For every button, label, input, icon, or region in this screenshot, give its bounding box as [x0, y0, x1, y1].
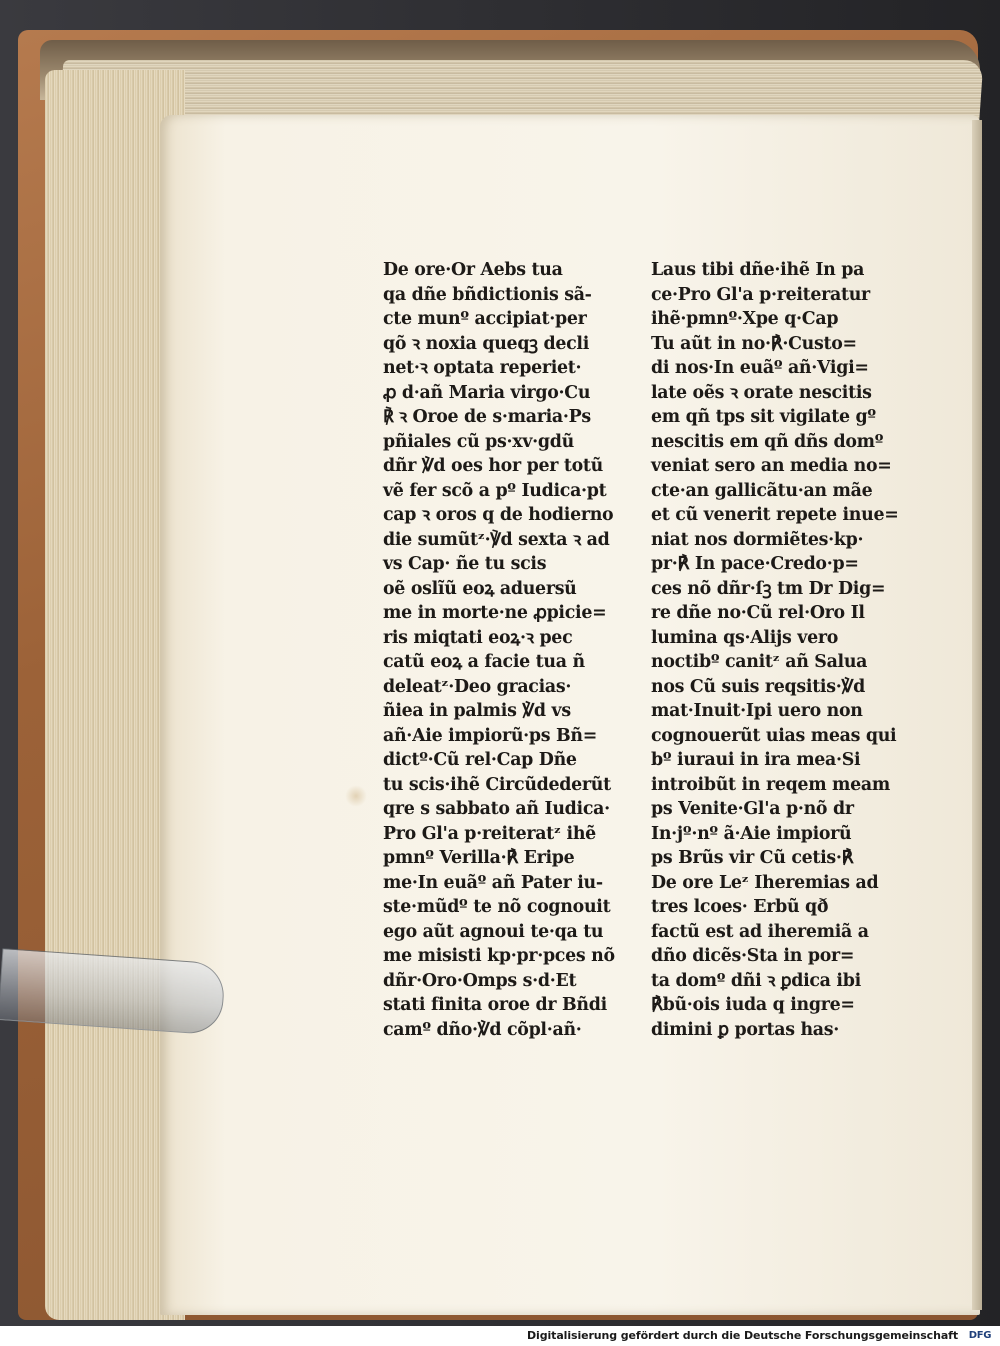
text-line: ta domº dñi ꝛ ꝑdica ibi [651, 970, 861, 991]
text-line: Laus tibi dñe·ihẽ In pa [651, 260, 865, 280]
text-line: nos Cũ suis reqsitis·℣d [651, 676, 865, 697]
text-line: qre s sabbato añ Iudica· [383, 799, 610, 819]
text-line: veniat sero an media no= [651, 456, 892, 476]
text-line: lumina qs·Alijs vero [651, 627, 839, 648]
text-line: ce·Pro Gl'a p·reiteratur [651, 284, 870, 305]
text-line: cognouerũt uias meas qui [651, 725, 897, 746]
text-line: cap ꝛ oros q de hodierno [383, 505, 614, 525]
text-line: ps Brũs vir Cũ cetis·℟ [651, 848, 854, 868]
text-line: factũ est ad iheremiã a [651, 921, 869, 942]
text-line: ste·mũdº te nõ cognouit [383, 897, 611, 917]
text-line: deleatᶻ·Deo gracias· [383, 676, 572, 697]
text-column-right [651, 258, 899, 1042]
text-line: ihẽ·pmnº·Xpe q·Cap [651, 309, 839, 329]
text-line: pñiales cũ ps·xv·gdũ [383, 431, 574, 452]
text-line: camº dño·℣d cõpl·añ· [383, 1019, 582, 1040]
text-line: De ore·Or Aebs tua [383, 260, 563, 280]
text-line: re dñe no·Cũ rel·Oro Il [651, 603, 865, 623]
text-line: dñr ℣d oes hor per totũ [383, 456, 603, 476]
text-line: niat nos dormiẽtes·kp· [651, 529, 864, 550]
text-line: ego aũt agnoui te·qa tu [383, 921, 604, 942]
text-line: oẽ oslĩũ eoꝝ aduersũ [383, 578, 577, 599]
text-column-left [383, 258, 625, 1042]
text-line: tres lcoes· Erbũ qð [651, 897, 829, 917]
text-line: In·jº·nº ã·Aie impiorũ [651, 823, 852, 844]
text-line: net·ꝛ optata reperiet· [383, 358, 582, 378]
paper-stain [345, 785, 367, 807]
text-line: mat·Inuit·Ipi uero non [651, 701, 863, 721]
text-line: cte munº accipiat·per [383, 309, 587, 329]
dfg-logo: DFG [964, 1329, 996, 1343]
text-line: tu scis·ihẽ Circũdederũt [383, 774, 611, 795]
text-line: me·In euãº añ Pater iu- [383, 872, 603, 893]
funding-notice: Digitalisierung gefördert durch die Deutsche Forschungsgemeinschaft [527, 1329, 958, 1342]
text-line: De ore Leᶻ Iheremias ad [651, 872, 879, 893]
text-line: catũ eoꝝ a facie tua ñ [383, 652, 585, 672]
footer-bar [0, 1326, 1000, 1346]
text-line: dñr·Oro·Omps s·d·Et [383, 970, 577, 991]
text-line: ñiea in palmis ℣d vs [383, 701, 571, 721]
text-line: dictº·Cũ rel·Cap Dñe [383, 750, 577, 770]
text-line: me misisti kp·pr·pces nõ [383, 946, 615, 966]
text-line: añ·Aie impiorũ·ps Bñ= [383, 725, 598, 746]
page-right-edge [972, 120, 982, 1310]
text-line: di nos·In euãº añ·Vigi= [651, 358, 869, 378]
text-line: pr·℟ In pace·Credo·p= [651, 554, 859, 574]
text-line: bº iuraui in ira mea·Si [651, 750, 861, 770]
text-line: ℟bũ·ois iuda q ingre= [651, 995, 855, 1015]
text-line: qa dñe bñdictionis sã- [383, 284, 592, 305]
text-line: dimini ꝑ portas has· [651, 1019, 839, 1040]
text-line: dño dicẽs·Sta in por= [651, 946, 855, 966]
text-line: me in morte·ne ꝓpicie= [383, 603, 607, 623]
text-line: vs Cap· ñe tu scis [383, 554, 547, 574]
text-line: vẽ fer scõ a pº Iudica·pt [383, 480, 607, 501]
text-line: ces nõ dñr·ſꝫ tm Dr Dig= [651, 578, 886, 599]
text-line: et cũ venerit repete inue= [651, 505, 899, 525]
text-line: pmnº Verilla·℟ Eripe [383, 848, 575, 868]
text-line: em qñ tps sit vigilate gº [651, 407, 876, 427]
text-line: ꝓ d·añ Maria virgo·Cu [383, 382, 591, 403]
text-line: ris miqtati eoꝝ·ꝛ pec [383, 627, 573, 648]
text-line: Tu aũt in no·℟·Custo= [651, 333, 857, 354]
text-line: cte·an gallicãtu·an mãe [651, 480, 873, 501]
text-line: Pro Gl'a p·reiteratᶻ ihẽ [383, 823, 596, 844]
text-line: qõ ꝛ noxia queqꝫ decli [383, 333, 590, 354]
text-line: late oẽs ꝛ orate nescitis [651, 382, 872, 403]
text-line: introibũt in reqem meam [651, 774, 890, 795]
page-holder-clip [0, 948, 226, 1035]
text-line: stati finita oroe dr Bñdi [383, 995, 607, 1015]
text-line: noctibº canitᶻ añ Salua [651, 652, 868, 672]
text-line: die sumũtᶻ·℣d sexta ꝛ ad [383, 529, 610, 550]
text-line: nescitis em qñ dñs domº [651, 431, 884, 452]
text-line: ps Venite·Gl'a p·nõ dr [651, 799, 854, 819]
text-line: ℟ ꝛ Oroe de s·maria·Ps [383, 407, 591, 427]
